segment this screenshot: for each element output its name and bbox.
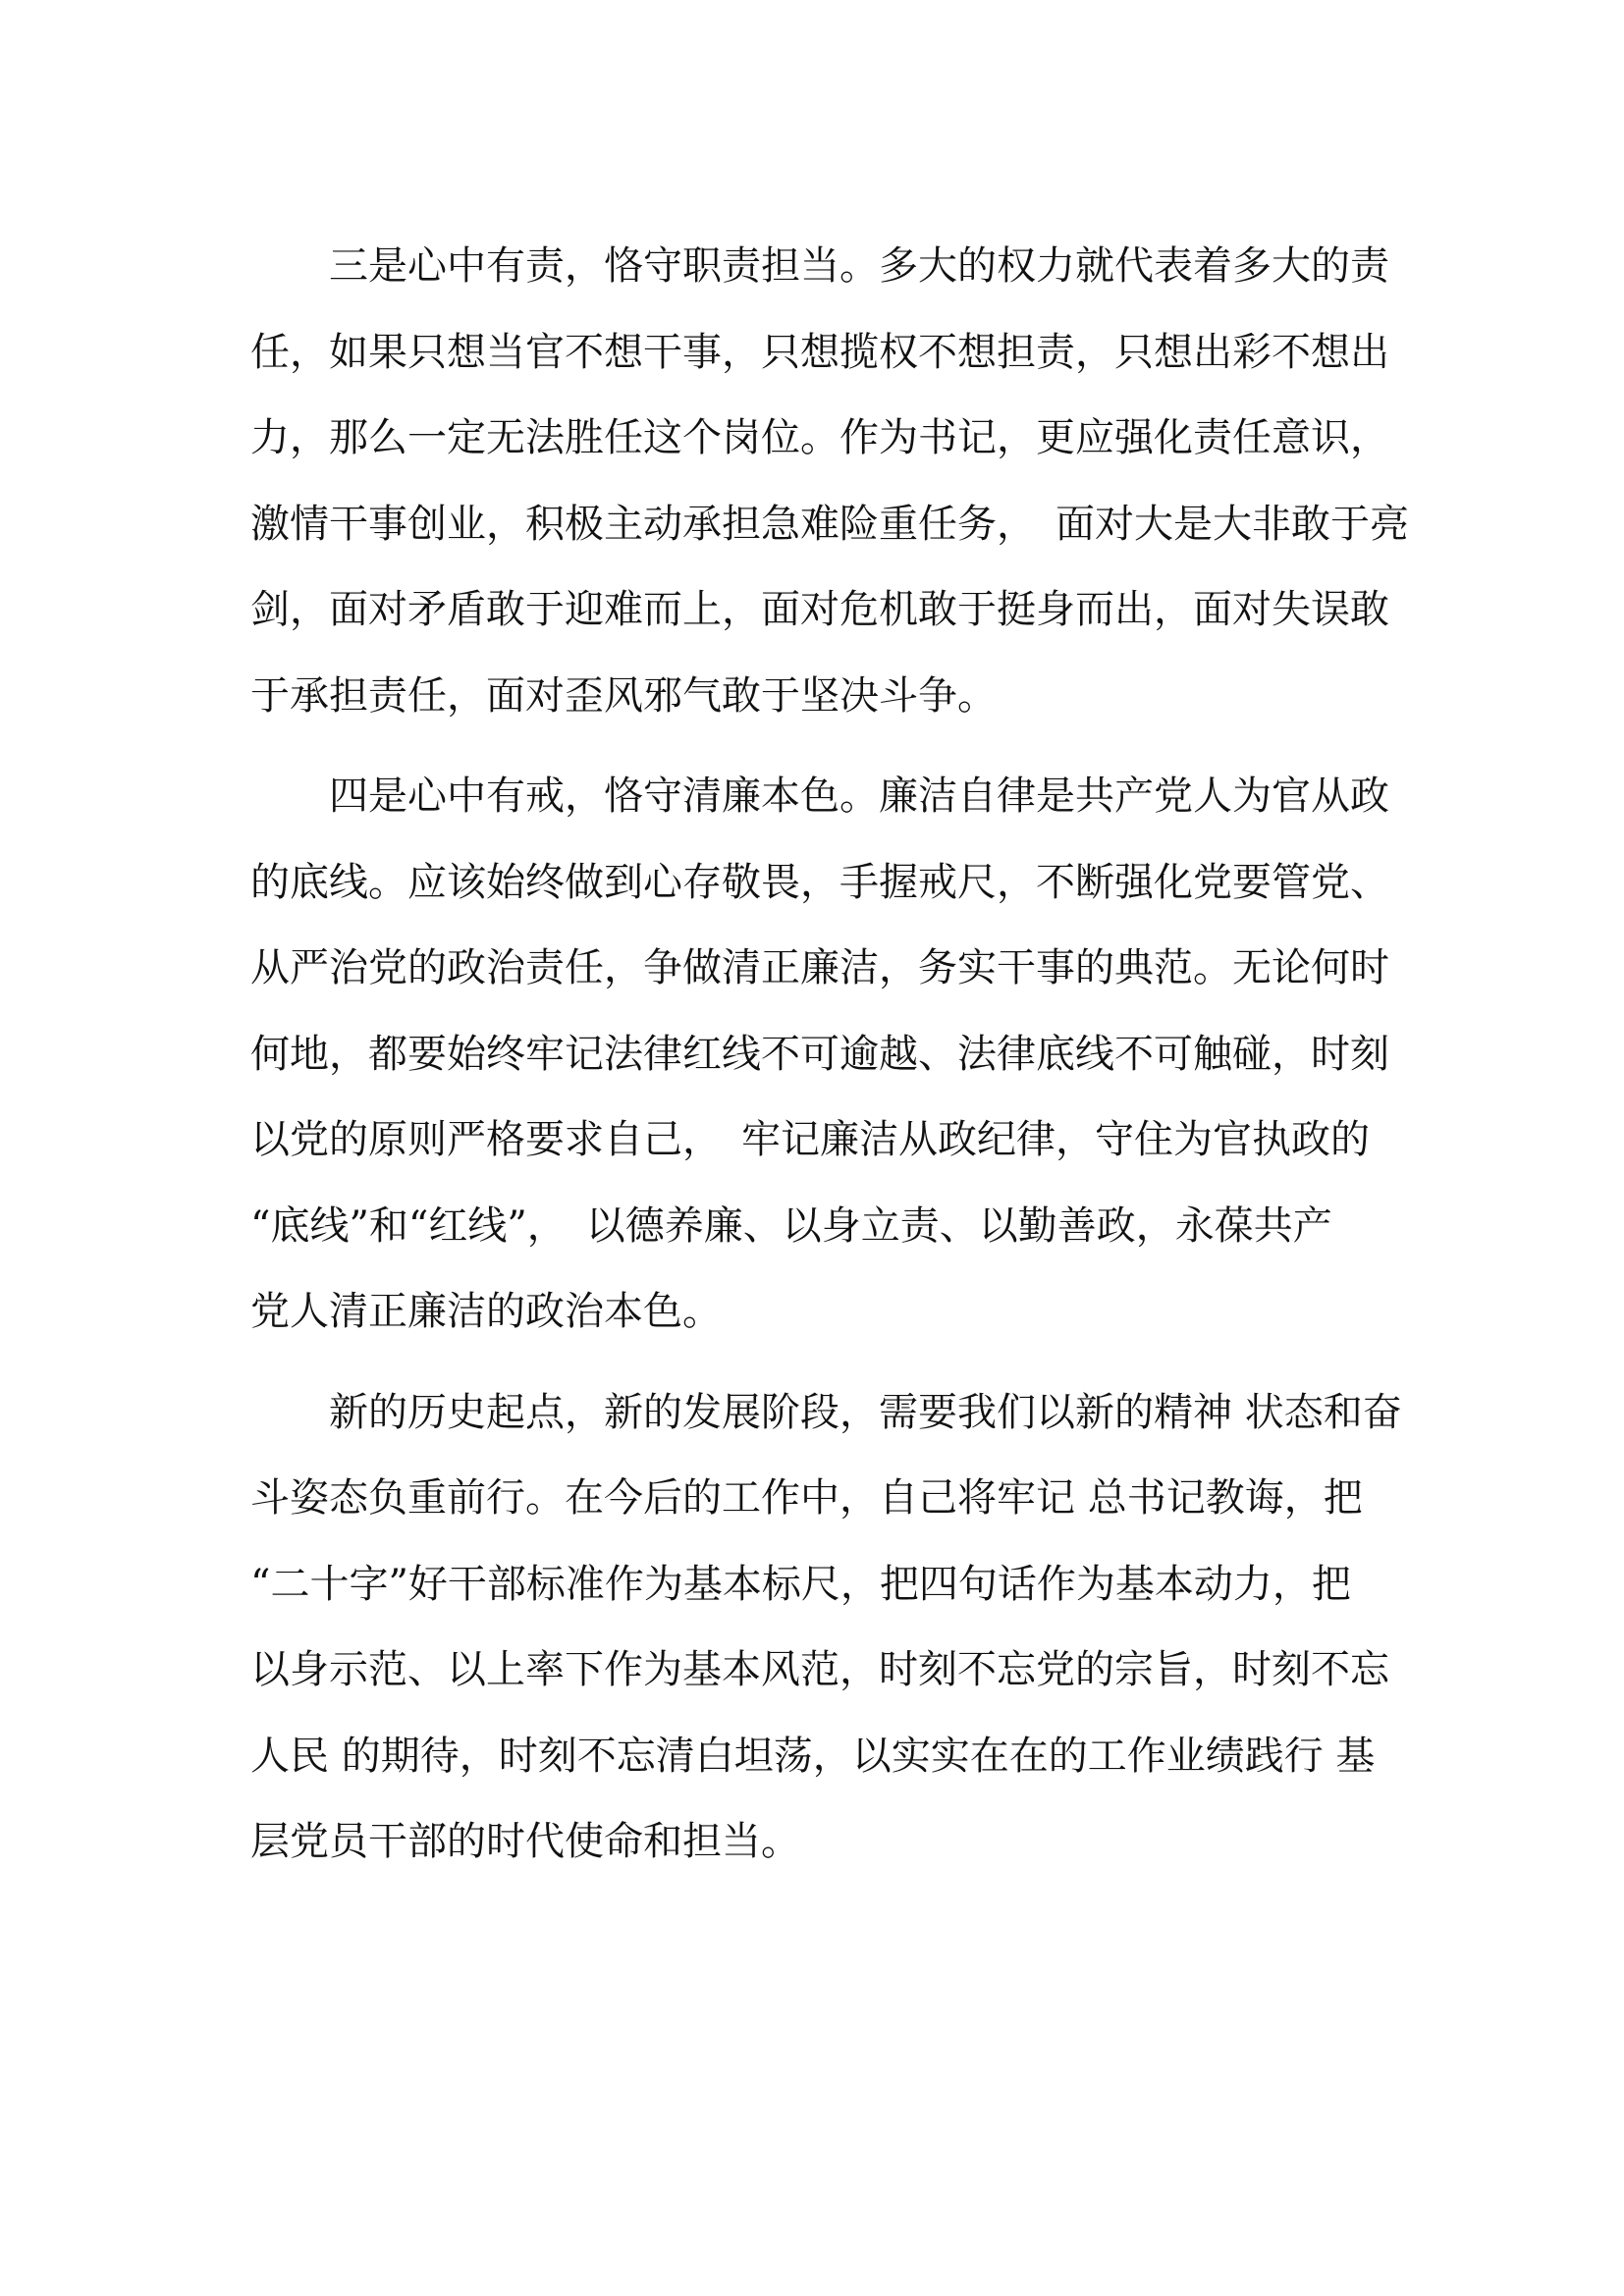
text-line: 任，如果只想当官不想干事，只想揽权不想担责，只想出彩不想出 (250, 329, 1389, 375)
text-line: 层党员干部的时代使命和担当。 (250, 1819, 800, 1864)
text-line: 何地，都要始终牢记法律红线不可逾越、法律底线不可触碰，时刻 (250, 1031, 1389, 1077)
text-line: 以身示范、以上率下作为基本风范，时刻不忘党的宗旨，时刻不忘 (250, 1647, 1389, 1692)
text-line: 四是心中有戒，恪守清廉本色。廉洁自律是共产党人为官从政 (250, 774, 1389, 819)
text-line: 斗姿态负重前行。在今后的工作中，自己将牢记 总书记教诲，把 (250, 1475, 1363, 1521)
text-line: “底线”和“红线”， 以德养廉、以身立责、以勤善政，永葆共产 (250, 1202, 1332, 1249)
text-line: 人民 的期待，时刻不忘清白坦荡，以实实在在的工作业绩践行 基 (250, 1733, 1376, 1779)
text-line: 以党的原则严格要求自己， 牢记廉洁从政纪律，守住为官执政的 (250, 1117, 1370, 1162)
text-line: 激情干事创业，积极主动承担急难险重任务， 面对大是大非敢于亮 (250, 501, 1409, 547)
text-line: 剑，面对矛盾敢于迎难而上，面对危机敢于挺身而出，面对失误敢 (250, 587, 1389, 632)
text-line: 的底线。应该始终做到心存敬畏，手握戒尺，不断强化党要管党、 (250, 859, 1389, 905)
paragraph-spacer (250, 1356, 1380, 1370)
text-line: 于承担责任，面对歪风邪气敢于坚决斗争。 (250, 672, 997, 719)
paragraph-responsibility (250, 224, 1409, 739)
text-line: “二十字”好干部标准作为基本标尺，把四句话作为基本动力，把 (250, 1561, 1351, 1607)
text-line: 力，那么一定无法胜任这个岗位。作为书记，更应强化责任意识， (250, 415, 1389, 460)
text-line: 三是心中有责，恪守职责担当。多大的权力就代表着多大的责 (250, 243, 1389, 289)
document-body (250, 224, 1409, 1886)
paragraph-conclusion (250, 1370, 1402, 1886)
paragraph-spacer (250, 739, 1380, 754)
text-line: 新的历史起点，新的发展阶段，需要我们以新的精神 状态和奋 (250, 1389, 1402, 1435)
paragraph-integrity (250, 754, 1389, 1356)
text-line: 从严治党的政治责任，争做清正廉洁，务实干事的典范。无论何时 (250, 945, 1389, 990)
text-line: 党人清正廉洁的政治本色。 (250, 1289, 722, 1334)
